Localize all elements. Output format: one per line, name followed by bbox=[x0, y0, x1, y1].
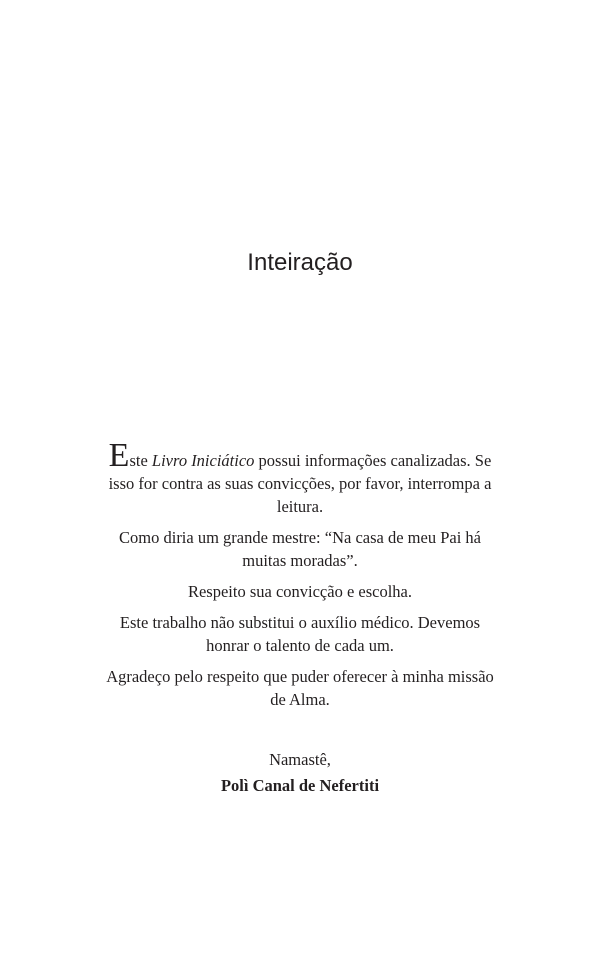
intro-paragraph bbox=[100, 437, 500, 518]
paragraph-medical: Este trabalho não substitui o auxílio médico. Devemos honrar o talento de cada um. bbox=[119, 613, 481, 655]
signature: Polì Canal de Nefertiti bbox=[220, 776, 380, 795]
intro-text-end: possui informações canalizadas. Se isso for contra as suas convicções, por favor, interrompa a leitura. bbox=[108, 451, 492, 516]
intro-text-start: ste bbox=[129, 451, 152, 470]
closing-block bbox=[100, 747, 500, 799]
page-title: Inteiração bbox=[247, 249, 353, 276]
paragraph-respect: Respeito sua convicção e escolha. bbox=[187, 582, 413, 601]
paragraph-thanks: Agradeço pelo respeito que puder oferecer à minha missão de Alma. bbox=[106, 667, 494, 709]
book-name: Livro Iniciático bbox=[151, 451, 255, 470]
paragraph-quote: Como diria um grande mestre: “Na casa de meu Pai há muitas moradas”. bbox=[119, 528, 481, 570]
dropcap-letter: E bbox=[108, 437, 130, 474]
closing-greeting: Namastê, bbox=[269, 750, 331, 769]
body-text bbox=[100, 437, 500, 799]
